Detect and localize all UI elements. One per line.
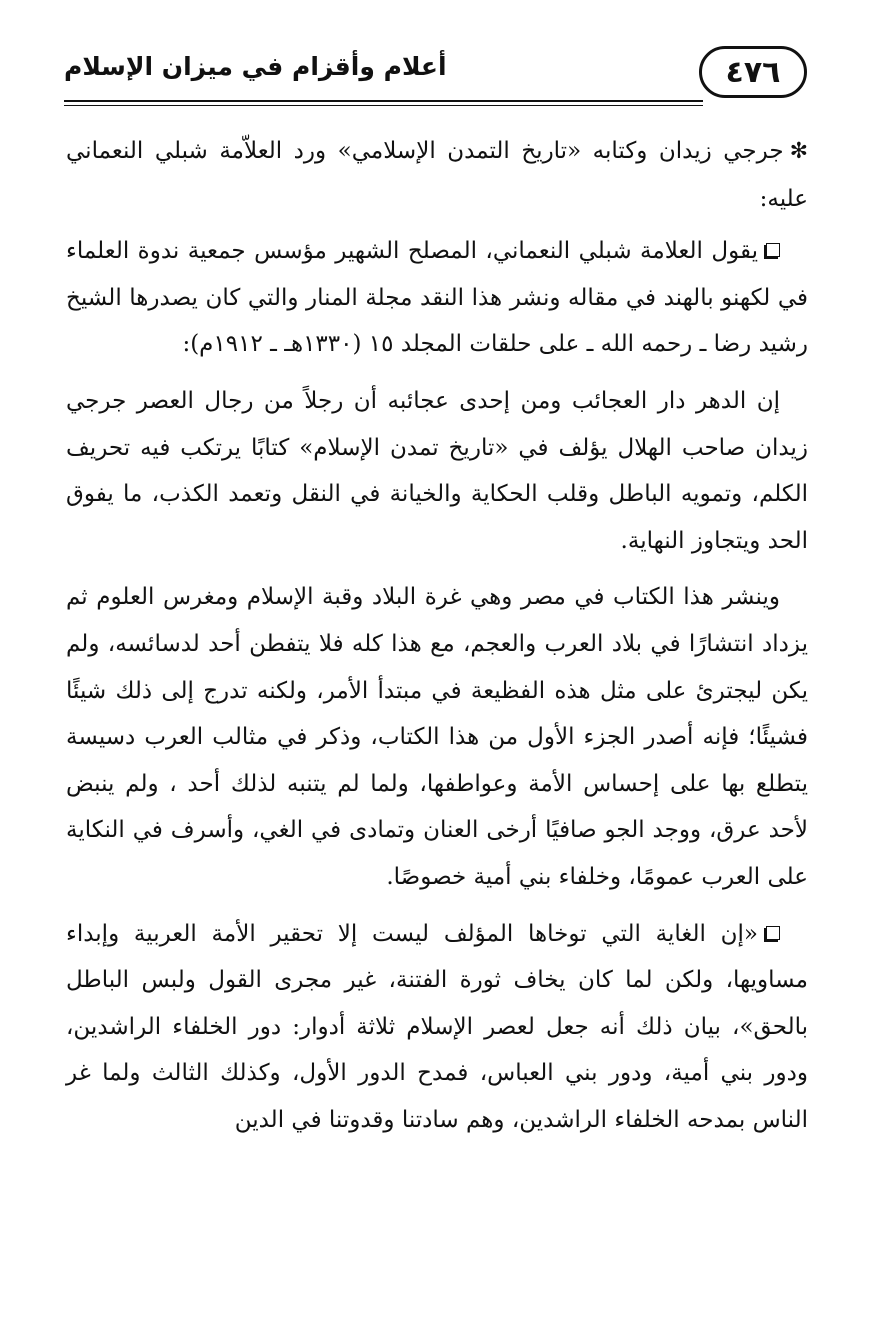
- page-number: ٤٧٦: [725, 54, 781, 90]
- header-rule: [64, 100, 703, 102]
- asterisk-icon: ✻: [789, 139, 808, 164]
- square-bullet-icon: [766, 926, 780, 940]
- paragraph-text: وينشر هذا الكتاب في مصر وهي غرة البلاد وقبة الإسلام ومغرس العلوم ثم يزداد انتشارًا في بلاد العرب والعجم، مع هذا كله فلا يتفطن أحد لدسائسه، ولم يكن ليجترئ على مثل هذه الفظيعة في مبتدأ الأمر، ولكنه تدرج إلى ذلك شيئًا فشيئًا؛ فإنه أصدر الجزء الأول من هذا الكتاب، وذكر في مثالب العرب دسيسة يتطلع بها على إحساس الأمة وعواطفها، ولما لم يتنبه لذلك أحد ، ولم ينبض لأحد عرق، ووجد الجو صافيًا أرخى العنان وتمادى في الغي، وأسرف في النكاية على العرب عمومًا، وخلفاء بني أمية خصوصًا.: [66, 584, 808, 890]
- paragraph-quote-2: [66, 574, 808, 900]
- header-rule-thin: [64, 105, 703, 106]
- paragraph-text: «إن الغاية التي توخاها المؤلف ليست إلا تحقير الأمة العربية وإبداء مساويها، ولكن لما كان يخاف ثورة الفتنة، غير مجرى القول ولبس الباطل بالحق»، بيان ذلك أنه جعل لعصر الإسلام ثلاثة أدوار: دور الخلفاء الراشدين، ودور بني أمية، ودور بني العباس، فمدح الدور الأول، وكذلك الثالث ولما غر الناس بمدحه الخلفاء الراشدين، وهم سادتنا وقدوتنا في الدين: [66, 920, 808, 1133]
- paragraph-quote-1: [66, 378, 808, 564]
- section-heading-text: جرجي زيدان وكتابه «تاريخ التمدن الإسلامي» ورد العلاّمة شبلي النعماني عليه:: [66, 138, 808, 212]
- page-header: [64, 42, 807, 106]
- paragraph-text: يقول العلامة شبلي النعماني، المصلح الشهير مؤسس جمعية ندوة العلماء في لكهنو بالهند في مقاله ونشر هذا النقد مجلة المنار والتي كان يصدرها الشيخ رشيد رضا ـ رحمه الله ـ على حلقات المجلد ١٥ (١٣٣٠هـ ـ ١٩١٢م):: [66, 238, 808, 358]
- page-number-frame: [699, 46, 807, 98]
- paragraph-quote-3: [66, 911, 808, 1144]
- square-bullet-icon: [766, 243, 780, 257]
- section-heading: [66, 128, 808, 222]
- page-body: [66, 128, 808, 1153]
- paragraph-text: إن الدهر دار العجائب ومن إحدى عجائبه أن رجلاً من رجال العصر جرجي زيدان صاحب الهلال يؤلف في «تاريخ تمدن الإسلام» كتابًا يرتكب فيه تحريف الكلم، وتمويه الباطل وقلب الحكاية والخيانة في النقل وتعمد الكذب، ما يفوق الحد ويتجاوز النهاية.: [66, 387, 808, 554]
- paragraph-intro: [66, 228, 808, 368]
- running-title: أعلام وأقزام في ميزان الإسلام: [64, 52, 447, 81]
